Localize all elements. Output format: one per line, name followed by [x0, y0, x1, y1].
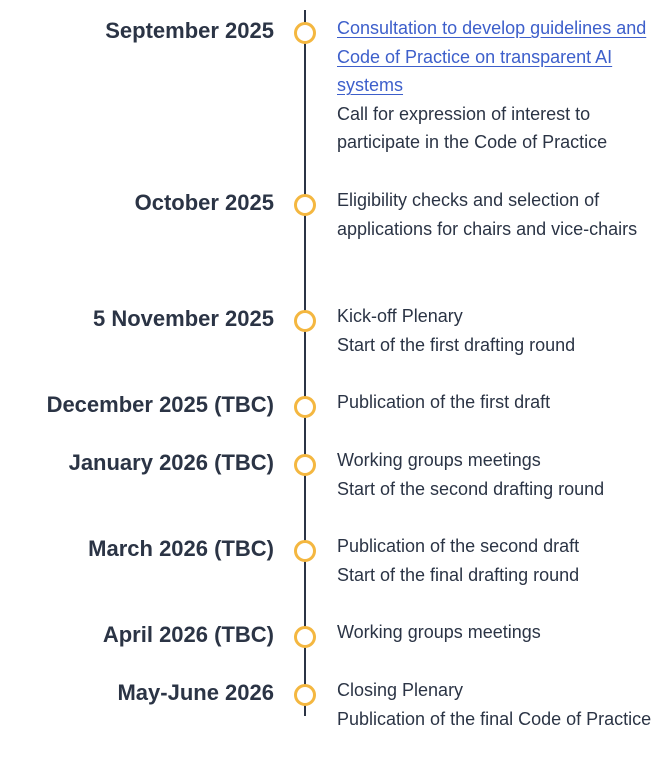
event-line: Start of the second drafting round [337, 478, 605, 499]
event-line: Working groups meetings [337, 450, 541, 470]
timeline-marker-icon [294, 310, 316, 332]
event-date: May-June 2026 [117, 680, 274, 705]
event-description [337, 302, 657, 359]
event-line: Closing Plenary [337, 680, 464, 700]
event-description [337, 446, 657, 503]
timeline-marker-icon [294, 454, 316, 476]
event-description [337, 14, 657, 157]
event-date: January 2026 (TBC) [68, 450, 274, 475]
timeline-spine [304, 10, 306, 716]
event-line: Eligibility checks and selection of applications for chairs and vice-chairs [337, 190, 638, 239]
event-line: Start of the first drafting round [337, 334, 576, 355]
event-description [337, 186, 657, 243]
consultation-link[interactable]: Consultation to develop guidelines and Code of Practice on transparent AI systems [337, 18, 647, 96]
timeline-marker-icon [294, 540, 316, 562]
event-description [337, 676, 657, 733]
event-line: Call for expression of interest to participate in the Code of Practice [337, 103, 608, 153]
timeline-marker-icon [294, 626, 316, 648]
event-description [337, 532, 657, 589]
event-date: 5 November 2025 [93, 306, 274, 331]
event-date: October 2025 [134, 190, 274, 215]
timeline-marker-icon [294, 194, 316, 216]
timeline-marker-icon [294, 684, 316, 706]
event-description [337, 618, 657, 647]
event-line: Publication of the second draft [337, 536, 580, 556]
event-date: April 2026 (TBC) [102, 622, 274, 647]
event-line: Publication of the final Code of Practice [337, 708, 652, 729]
event-line: Start of the final drafting round [337, 564, 580, 585]
event-date: September 2025 [105, 18, 274, 43]
event-date: March 2026 (TBC) [88, 536, 274, 561]
timeline-marker-icon [294, 22, 316, 44]
event-description [337, 388, 657, 417]
event-line: Kick-off Plenary [337, 306, 463, 326]
timeline-marker-icon [294, 396, 316, 418]
event-line: Publication of the first draft [337, 392, 551, 412]
event-date: December 2025 (TBC) [46, 392, 274, 417]
event-line: Working groups meetings [337, 622, 541, 642]
